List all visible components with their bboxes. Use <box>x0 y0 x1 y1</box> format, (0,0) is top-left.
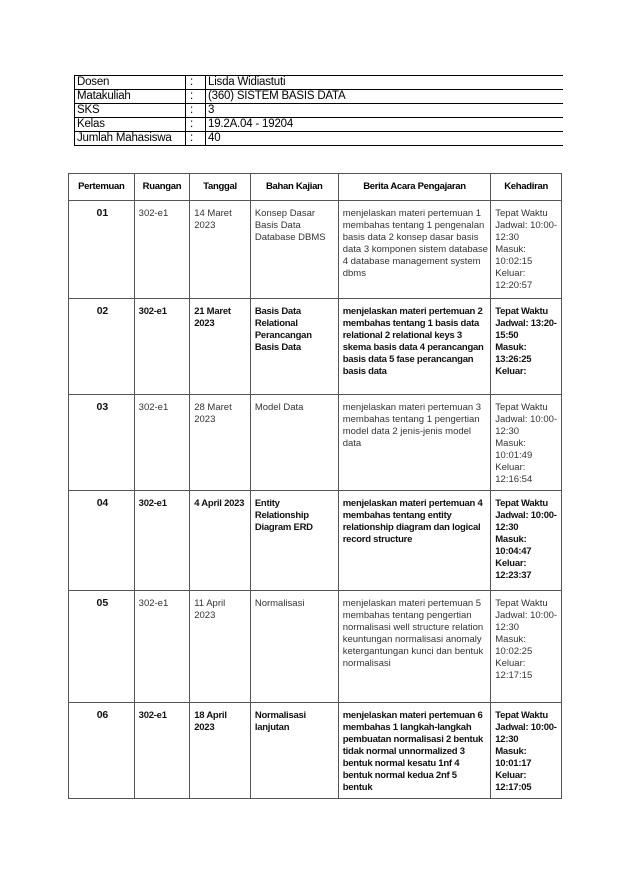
attendance-cell <box>491 491 562 591</box>
course-info-table <box>74 75 563 146</box>
attendance-status: Tepat Waktu <box>495 402 548 413</box>
attendance-schedule: Jadwal: 10:00-12:30 <box>495 220 558 243</box>
header-kehadiran: Kehadiran <box>491 174 562 201</box>
room-cell: 302-e1 <box>134 491 190 591</box>
date-cell: 28 Maret 2023 <box>190 395 251 491</box>
meeting-number: 05 <box>69 591 135 703</box>
attendance-out: Keluar: 12:17:05 <box>495 770 532 793</box>
attendance-out: Keluar: 12:20:57 <box>495 268 533 291</box>
meeting-schedule-table <box>68 173 562 799</box>
info-value: 19.2A.04 - 19204 <box>206 118 564 132</box>
header-berita-acara: Berita Acara Pengajaran <box>338 174 491 201</box>
info-value: 3 <box>206 104 564 118</box>
meeting-number: 01 <box>69 201 135 299</box>
date-cell: 4 April 2023 <box>190 491 251 591</box>
room-cell: 302-e1 <box>134 591 190 703</box>
notes-cell: menjelaskan materi pertemuan 2 membahas tentang 1 basis data relational 2 relational keys 3 skema basis data 4 perancangan basis data 5 fase perancangan basis data <box>338 299 491 395</box>
attendance-cell <box>491 201 562 299</box>
meeting-number: 03 <box>69 395 135 491</box>
header-ruangan: Ruangan <box>134 174 190 201</box>
date-cell: 21 Maret 2023 <box>190 299 251 395</box>
attendance-status: Tepat Waktu <box>495 306 548 317</box>
info-separator: : <box>186 118 206 132</box>
table-row <box>69 299 562 395</box>
info-separator: : <box>186 104 206 118</box>
attendance-status: Tepat Waktu <box>495 208 548 219</box>
topic-cell: Model Data <box>250 395 338 491</box>
attendance-status: Tepat Waktu <box>495 710 548 721</box>
info-row <box>75 104 564 118</box>
attendance-schedule: Jadwal: 10:00-12:30 <box>495 510 557 533</box>
info-row <box>75 132 564 146</box>
meeting-number: 06 <box>69 703 135 799</box>
attendance-in: Masuk: 13:26:25 <box>495 342 532 365</box>
info-separator: : <box>186 90 206 104</box>
attendance-schedule: Jadwal: 10:00-12:30 <box>495 722 557 745</box>
date-cell: 11 April 2023 <box>190 591 251 703</box>
attendance-out: Keluar: <box>495 366 527 377</box>
attendance-status: Tepat Waktu <box>495 498 548 509</box>
room-cell: 302-e1 <box>134 201 190 299</box>
attendance-out: Keluar: 12:17:15 <box>495 658 533 681</box>
attendance-in: Masuk: 10:04:47 <box>495 534 532 557</box>
meeting-number: 04 <box>69 491 135 591</box>
attendance-status: Tepat Waktu <box>495 598 548 609</box>
notes-cell: menjelaskan materi pertemuan 5 membahas tentang pengertian normalisasi well structure relation keuntungan normalisasi anomaly ketergantungan kunci dan bentuk normalisasi <box>338 591 491 703</box>
notes-cell: menjelaskan materi pertemuan 1 membahas tentang 1 pengenalan basis data 2 konsep dasar basis data 3 komponen sistem database 4 database management system dbms <box>338 201 491 299</box>
topic-cell: Konsep Dasar Basis Data Database DBMS <box>250 201 338 299</box>
info-separator: : <box>186 132 206 146</box>
attendance-cell <box>491 591 562 703</box>
attendance-schedule: Jadwal: 13:20-15:50 <box>495 318 557 341</box>
date-cell: 14 Maret 2023 <box>190 201 251 299</box>
room-cell: 302-e1 <box>134 299 190 395</box>
info-value: 40 <box>206 132 564 146</box>
table-row <box>69 395 562 491</box>
topic-cell: Normalisasi lanjutan <box>250 703 338 799</box>
table-row <box>69 703 562 799</box>
topic-cell: Basis Data Relational Perancangan Basis Data <box>250 299 338 395</box>
attendance-cell <box>491 703 562 799</box>
attendance-in: Masuk: 10:01:17 <box>495 746 532 769</box>
info-label: Matakuliah <box>75 90 186 104</box>
topic-cell: Normalisasi <box>250 591 338 703</box>
header-tanggal: Tanggal <box>190 174 251 201</box>
table-row <box>69 591 562 703</box>
notes-cell: menjelaskan materi pertemuan 4 membahas tentang entity relationship diagram dan logical record structure <box>338 491 491 591</box>
info-value: (360) SISTEM BASIS DATA <box>206 90 564 104</box>
table-header-row <box>69 174 562 201</box>
attendance-in: Masuk: 10:02:15 <box>495 244 533 267</box>
header-pertemuan: Pertemuan <box>69 174 135 201</box>
meeting-number: 02 <box>69 299 135 395</box>
attendance-schedule: Jadwal: 10:00-12:30 <box>495 414 558 437</box>
header-bahan-kajian: Bahan Kajian <box>250 174 338 201</box>
attendance-cell <box>491 395 562 491</box>
info-row <box>75 118 564 132</box>
table-row <box>69 201 562 299</box>
date-cell: 18 April 2023 <box>190 703 251 799</box>
info-row <box>75 90 564 104</box>
info-separator: : <box>186 76 206 90</box>
notes-cell: menjelaskan materi pertemuan 3 membahas tentang 1 pengertian model data 2 jenis-jenis model data <box>338 395 491 491</box>
info-label: Jumlah Mahasiswa <box>75 132 186 146</box>
attendance-cell <box>491 299 562 395</box>
info-label: SKS <box>75 104 186 118</box>
room-cell: 302-e1 <box>134 703 190 799</box>
attendance-out: Keluar: 12:23:37 <box>495 558 532 581</box>
info-row <box>75 76 564 90</box>
info-label: Dosen <box>75 76 186 90</box>
attendance-schedule: Jadwal: 10:00-12:30 <box>495 610 558 633</box>
table-row <box>69 491 562 591</box>
attendance-out: Keluar: 12:16:54 <box>495 462 533 485</box>
attendance-in: Masuk: 10:02:25 <box>495 634 533 657</box>
topic-cell: Entity Relationship Diagram ERD <box>250 491 338 591</box>
room-cell: 302-e1 <box>134 395 190 491</box>
info-label: Kelas <box>75 118 186 132</box>
info-value: Lisda Widiastuti <box>206 76 564 90</box>
notes-cell: menjelaskan materi pertemuan 6 membahas 1 langkah-langkah pembuatan normalisasi 2 bentuk tidak normal unnormalized 3 bentuk normal kesatu 1nf 4 bentuk normal kedua 2nf 5 bentuk <box>338 703 491 799</box>
attendance-in: Masuk: 10:01:49 <box>495 438 533 461</box>
